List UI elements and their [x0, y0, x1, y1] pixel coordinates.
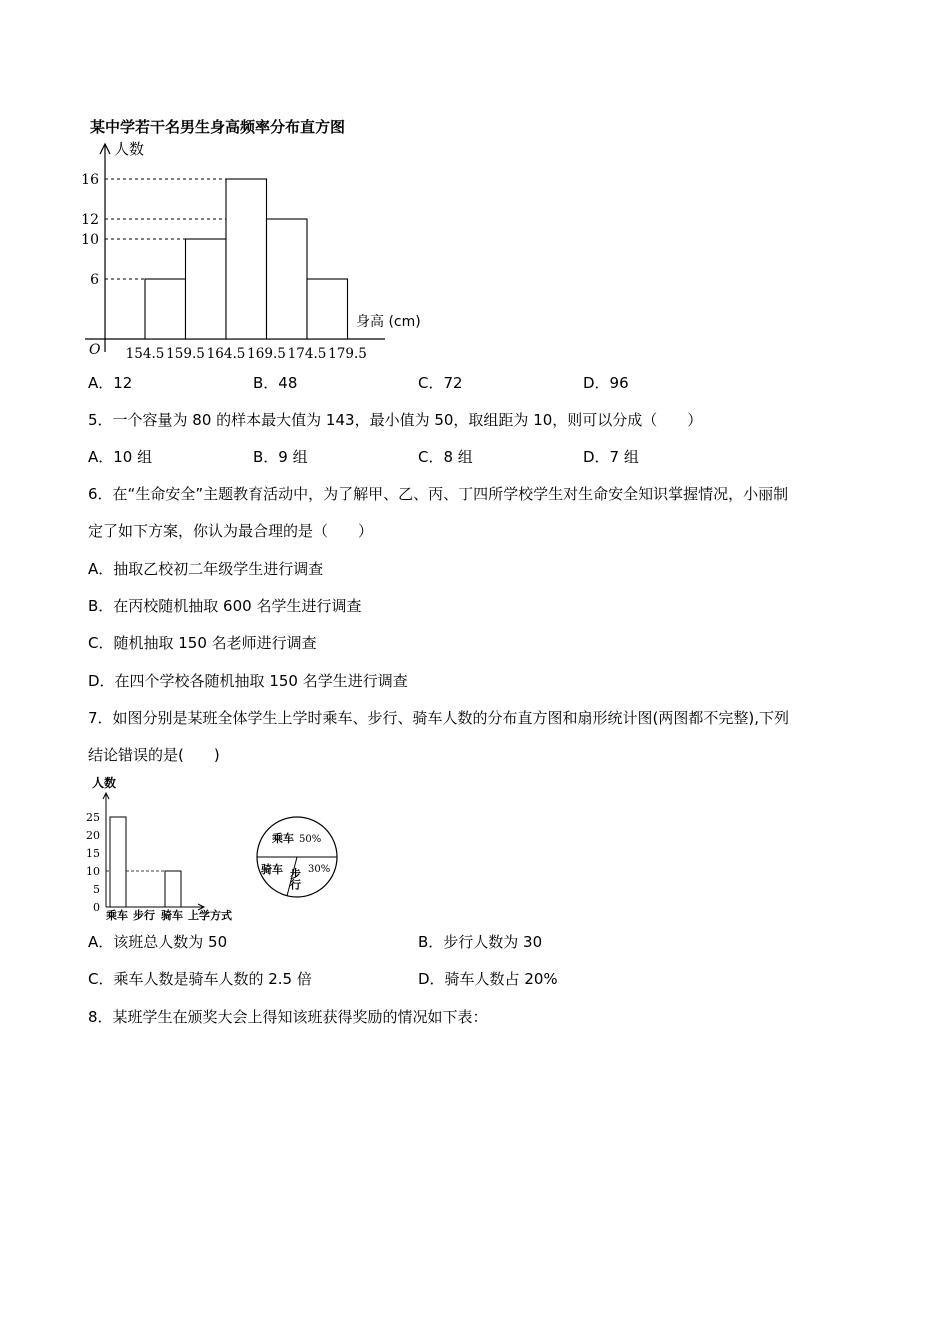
- pie-pct-walk: 30%: [308, 864, 331, 875]
- histogram-x-tick-label: 159.5: [166, 346, 205, 362]
- q4-option-a[interactable]: A．12: [88, 374, 133, 392]
- q6-stem-line1: 6．在“生命安全”主题教育活动中，为了解甲、乙、丙、丁四所学校学生对生命安全知识掌握情况，小丽制: [88, 485, 789, 503]
- histogram-bar: [226, 179, 267, 339]
- q6-option-c[interactable]: C．随机抽取 150 名老师进行调查: [88, 634, 317, 652]
- bar-y-tick-label: 0: [93, 901, 100, 914]
- commute-bar-chart: [82, 773, 252, 925]
- height-histogram: [80, 112, 440, 367]
- histogram-bar: [307, 279, 348, 339]
- pie-label-walk: 步行: [288, 868, 302, 890]
- histogram-y-tick-label: 10: [81, 232, 99, 248]
- histogram-bar: [267, 219, 308, 339]
- q7-option-a[interactable]: A．该班总人数为 50: [88, 933, 228, 951]
- q5-option-d[interactable]: D．7 组: [583, 448, 639, 466]
- histogram-y-tick-label: 12: [81, 212, 99, 228]
- histogram-bar: [145, 279, 186, 339]
- q5-option-a[interactable]: A．10 组: [88, 448, 153, 466]
- y-axis-label: 人数: [114, 140, 145, 158]
- histogram-x-tick-label: 174.5: [287, 346, 327, 362]
- bar: [110, 817, 126, 907]
- q4-option-b[interactable]: B．48: [253, 374, 298, 392]
- bar-x-category-label: 骑车: [161, 909, 183, 922]
- bar-x-category-label: 步行: [133, 909, 155, 922]
- bar-x-axis-end-label: 上学方式: [188, 909, 232, 922]
- histogram-y-tick-label: 6: [90, 272, 99, 288]
- q6-stem-line2: 定了如下方案，你认为最合理的是（ ）: [88, 522, 374, 540]
- histogram-x-tick-label: 169.5: [247, 346, 286, 362]
- bar-y-tick-label: 15: [86, 847, 100, 860]
- bar-y-tick-label: 25: [86, 811, 100, 824]
- bar-y-tick-label: 20: [86, 829, 100, 842]
- histogram-x-tick-label: 179.5: [328, 346, 367, 362]
- histogram-x-tick-label: 154.5: [125, 346, 165, 362]
- q6-option-d[interactable]: D．在四个学校各随机抽取 150 名学生进行调查: [88, 672, 408, 690]
- pie-pct-bus: 50%: [299, 834, 322, 845]
- q7-option-b[interactable]: B．步行人数为 30: [418, 933, 543, 951]
- histogram-x-tick-label: 164.5: [206, 346, 246, 362]
- bar-y-axis-label: 人数: [92, 776, 117, 790]
- q6-option-a[interactable]: A．抽取乙校初二年级学生进行调查: [88, 560, 324, 578]
- q5-option-c[interactable]: C．8 组: [418, 448, 473, 466]
- q5-stem: 5．一个容量为 80 的样本最大值为 143，最小值为 50，取组距为 10，则可以分成（ ）: [88, 411, 703, 429]
- bar: [165, 871, 181, 907]
- histogram-bar: [186, 239, 227, 339]
- q4-option-c[interactable]: C．72: [418, 374, 463, 392]
- pie-label-bike: 骑车: [261, 863, 283, 876]
- bar-y-tick-label: 10: [86, 865, 100, 878]
- q7-option-d[interactable]: D．骑车人数占 20%: [418, 970, 558, 988]
- q4-option-d[interactable]: D．96: [583, 374, 629, 392]
- commute-pie-chart: [250, 810, 345, 905]
- q7-option-c[interactable]: C．乘车人数是骑车人数的 2.5 倍: [88, 970, 312, 988]
- histogram-y-tick-label: 16: [81, 172, 99, 188]
- q7-stem-line2: 结论错误的是( ): [88, 746, 220, 764]
- q8-stem: 8．某班学生在颁奖大会上得知该班获得奖励的情况如下表：: [88, 1008, 488, 1026]
- origin-label: O: [89, 342, 101, 358]
- q7-stem-line1: 7．如图分别是某班全体学生上学时乘车、步行、骑车人数的分布直方图和扇形统计图(两图都不完整),下列: [88, 709, 790, 727]
- x-axis-label: 身高 (cm): [356, 314, 421, 330]
- q5-option-b[interactable]: B．9 组: [253, 448, 308, 466]
- histogram-title: 某中学若干名男生身高频率分布直方图: [90, 118, 346, 136]
- q6-option-b[interactable]: B．在丙校随机抽取 600 名学生进行调查: [88, 597, 362, 615]
- pie-label-bus: 乘车: [272, 832, 294, 845]
- bar-y-tick-label: 5: [93, 883, 100, 896]
- bar-x-category-label: 乘车: [106, 909, 128, 922]
